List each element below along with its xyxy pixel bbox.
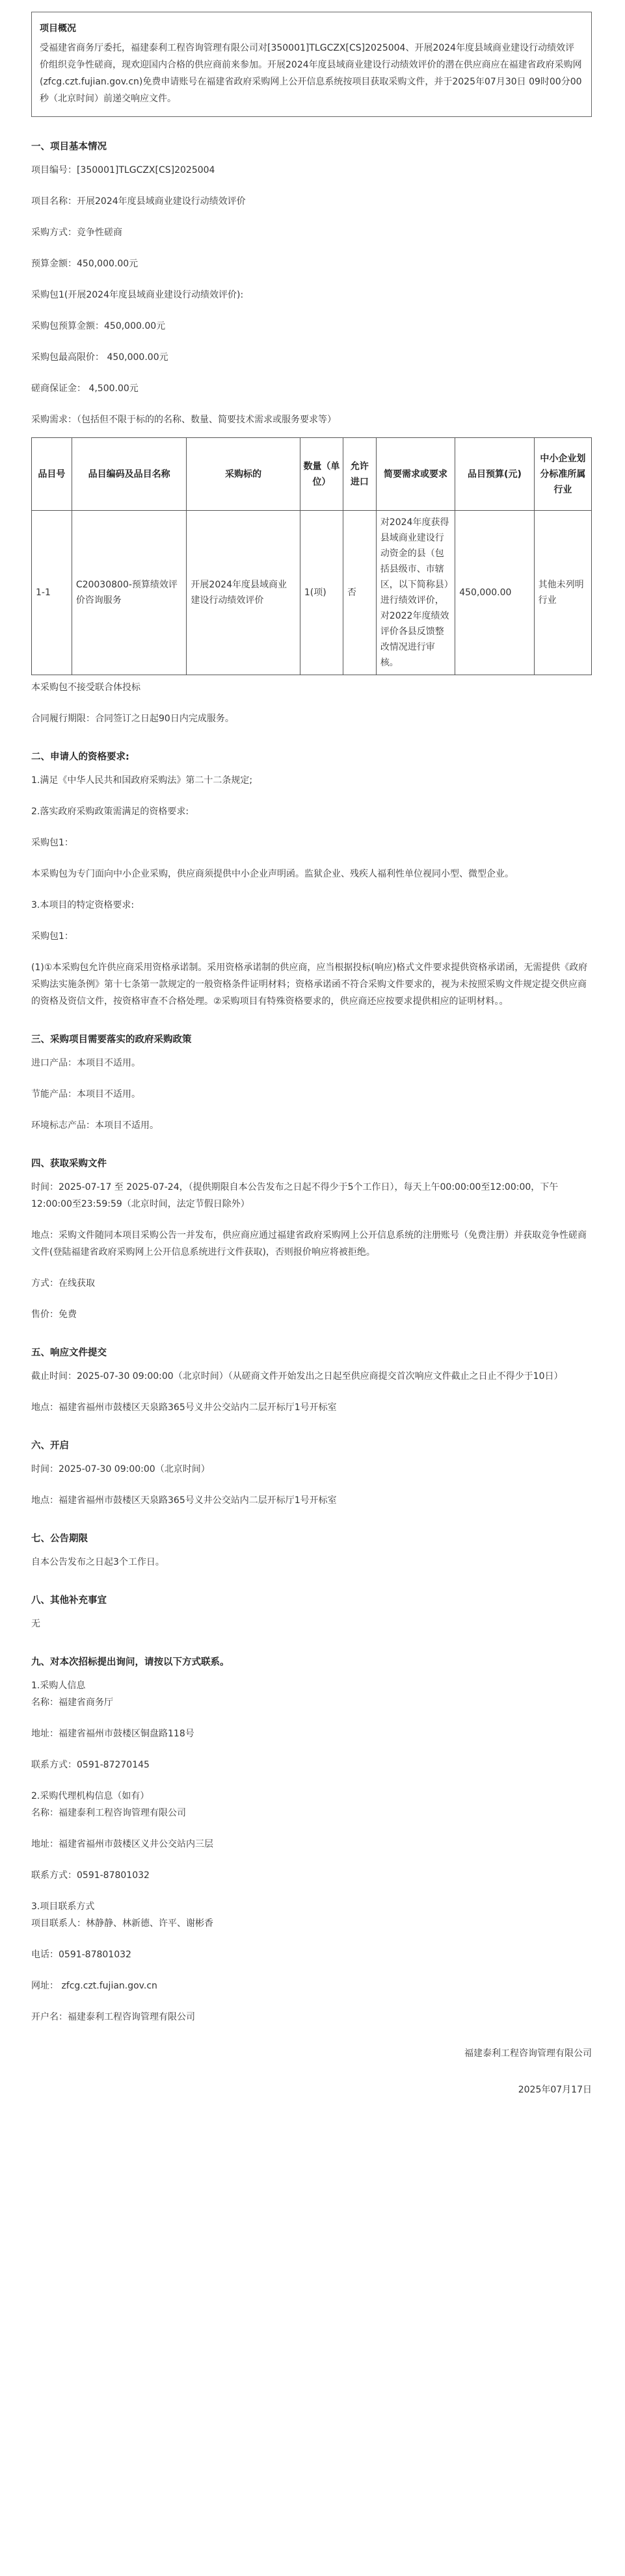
notice-period: 自本公告发布之日起3个工作日。 — [31, 1557, 165, 1567]
section-9-title: 九、对本次招标提出询问，请按以下方式联系。 — [31, 1657, 230, 1668]
agency-phone: 联系方式：0591-87801032 — [31, 1870, 150, 1881]
project-number: 项目编号：[350001]TLGCZX[CS]2025004 — [31, 165, 215, 175]
procurement-method: 采购方式：竞争性磋商 — [31, 227, 122, 238]
section-3-title: 三、采购项目需要落实的政府采购政策 — [31, 1035, 192, 1045]
project-contacts: 项目联系人：林静静、林新德、许平、谢彬香 — [31, 1918, 213, 1929]
contract-period: 合同履行期限：合同签订之日起90日内完成服务。 — [31, 714, 234, 724]
table-cell: 否 — [343, 511, 377, 675]
col-header: 中小企业划分标准所属行业 — [534, 438, 591, 511]
opening-time: 时间：2025-07-30 09:00:00（北京时间） — [31, 1464, 210, 1475]
sme-requirement: 本采购包为专门面向中小企业采购，供应商须提供中小企业声明函。监狱企业、残疾人福利性单位视同小型、微型企业。 — [31, 869, 514, 879]
submission-location: 地点：福建省福州市鼓楼区天泉路365号义井公交站内二层开标厅1号开标室 — [31, 1402, 337, 1413]
purchaser-title: 1.采购人信息 — [31, 1681, 86, 1691]
col-header: 品目编码及品目名称 — [72, 438, 187, 511]
section-4-title: 四、获取采购文件 — [31, 1159, 107, 1169]
other-matters: 无 — [31, 1619, 40, 1629]
project-summary-box — [31, 12, 592, 117]
purchaser-name: 名称：福建省商务厅 — [31, 1697, 113, 1708]
account-name: 开户名：福建泰利工程咨询管理有限公司 — [31, 2012, 195, 2022]
summary-text: 受福建省商务厅委托，福建泰利工程咨询管理有限公司对[350001]TLGCZX[CS]2025004、开展2024年度县域商业建设行动绩效评价组织竞争性磋商，现欢迎国内合格的供应商前来参加。开展2024年度县域商业建设行动绩效评价的潜在供应商应在福建省政府采购网(zfcg.czt.fujian.gov.cn)免费申请账号在福建省政府采购网上公开信息系统按项目获取采购文件，并于2025年07月30日 09时00分00秒（北京时间）前递交响应文件。 — [40, 43, 582, 104]
package-title: 采购包1(开展2024年度县域商业建设行动绩效评价): — [31, 290, 244, 300]
announcement-document — [31, 12, 592, 2098]
col-header: 允许进口 — [343, 438, 377, 511]
qualification-2: 2.落实政府采购政策需满足的资格要求: — [31, 806, 189, 817]
qualification-commitment: (1)①本采购包允许供应商采用资格承诺制。采用资格承诺制的供应商，应当根据投标(响应)格式文件要求提供资格承诺函，无需提供《政府采购法实施条例》第十七条第一款规定的一般资格条件证明材料；资格承诺函不符合采购文件要求的，视为未按照采购文件规定提交供应商的资格及资信文件，按资格审查不合格处理。②采购项目有特殊资格要求的，供应商还应按要求提供相应的证明材料。。 — [31, 962, 588, 1007]
agency-name: 名称：福建泰利工程咨询管理有限公司 — [31, 1808, 186, 1818]
signature-date: 2025年07月17日 — [518, 2085, 592, 2095]
section-5-title: 五、响应文件提交 — [31, 1348, 107, 1358]
purchaser-phone: 联系方式：0591-87270145 — [31, 1760, 150, 1770]
table-cell: C20030800-预算绩效评价咨询服务 — [72, 511, 187, 675]
table-cell: 开展2024年度县域商业建设行动绩效评价 — [187, 511, 300, 675]
package-max-price: 采购包最高限价： 450,000.00元 — [31, 352, 168, 363]
purchaser-address: 地址：福建省福州市鼓楼区铜盘路118号 — [31, 1729, 194, 1739]
section-1-title: 一、项目基本情况 — [31, 142, 107, 152]
agency-title: 2.采购代理机构信息（如有） — [31, 1791, 150, 1801]
contact-phone: 电话：0591-87801032 — [31, 1950, 131, 1960]
package-budget: 采购包预算金额：450,000.00元 — [31, 321, 166, 331]
procurement-needs: 采购需求：（包括但不限于标的的名称、数量、简要技术需求或服务要求等） — [31, 415, 336, 425]
qualification-package: 采购包1： — [31, 838, 73, 848]
table-header-row — [32, 438, 592, 511]
section-8-title: 八、其他补充事宜 — [31, 1595, 107, 1606]
obtain-method: 方式：在线获取 — [31, 1278, 95, 1289]
website: 网址： zfcg.czt.fujian.gov.cn — [31, 1981, 157, 1991]
table-cell: 对2024年度获得县域商业建设行动资金的县（包括县级市、市辖区，以下简称县）进行绩效评价，对2022年度绩效评价各县反馈整改情况进行审核。 — [376, 511, 455, 675]
policy-import: 进口产品：本项目不适用。 — [31, 1058, 140, 1068]
agency-address: 地址：福建省福州市鼓楼区义井公交站内三层 — [31, 1839, 213, 1849]
opening-location: 地点：福建省福州市鼓楼区天泉路365号义井公交站内二层开标厅1号开标室 — [31, 1495, 337, 1506]
project-contact-title: 3.项目联系方式 — [31, 1901, 95, 1912]
section-7-title: 七、公告期限 — [31, 1534, 88, 1544]
table-cell: 其他未列明行业 — [534, 511, 591, 675]
obtain-location: 地点：采购文件随同本项目采购公告一并发布，供应商应通过福建省政府采购网上公开信息系统的注册账号（免费注册）并获取竞争性磋商文件(登陆福建省政府采购网上公开信息系统进行文件获取)，否则报价响应将被拒绝。 — [31, 1230, 587, 1257]
budget-amount: 预算金额：450,000.00元 — [31, 259, 139, 269]
no-consortium-note: 本采购包不接受联合体投标 — [31, 682, 140, 693]
obtain-time: 时间：2025-07-17 至 2025-07-24，（提供期限自本公告发布之日起不得少于5个工作日），每天上午00:00:00至12:00:00，下午12:00:00至23:59:59（北京时间，法定节假日除外） — [31, 1182, 559, 1209]
policy-energy: 节能产品：本项目不适用。 — [31, 1089, 140, 1100]
section-6-title: 六、开启 — [31, 1441, 69, 1451]
qualification-1: 1.满足《中华人民共和国政府采购法》第二十二条规定; — [31, 775, 253, 786]
items-table — [31, 437, 592, 675]
submission-deadline: 截止时间：2025-07-30 09:00:00（北京时间）（从磋商文件开始发出之日起至供应商提交首次响应文件截止之日止不得少于10日） — [31, 1371, 563, 1382]
col-header: 简要需求或要求 — [376, 438, 455, 511]
table-cell: 1(项) — [300, 511, 343, 675]
col-header: 品目预算(元) — [455, 438, 534, 511]
col-header: 数量（单位） — [300, 438, 343, 511]
obtain-price: 售价：免费 — [31, 1309, 77, 1320]
summary-title: 项目概况 — [40, 23, 76, 34]
col-header: 采购标的 — [187, 438, 300, 511]
qualification-3: 3.本项目的特定资格要求: — [31, 900, 135, 910]
table-row — [32, 511, 592, 675]
deposit: 磋商保证金： 4,500.00元 — [31, 383, 139, 394]
project-name: 项目名称：开展2024年度县域商业建设行动绩效评价 — [31, 196, 246, 207]
col-header: 品目号 — [32, 438, 72, 511]
section-2-title: 二、申请人的资格要求: — [31, 752, 129, 762]
signature-company: 福建泰利工程咨询管理有限公司 — [464, 2048, 592, 2059]
table-cell: 1-1 — [32, 511, 72, 675]
table-cell: 450,000.00 — [455, 511, 534, 675]
qualification-package-2: 采购包1： — [31, 931, 73, 942]
policy-environment: 环境标志产品：本项目不适用。 — [31, 1120, 159, 1131]
